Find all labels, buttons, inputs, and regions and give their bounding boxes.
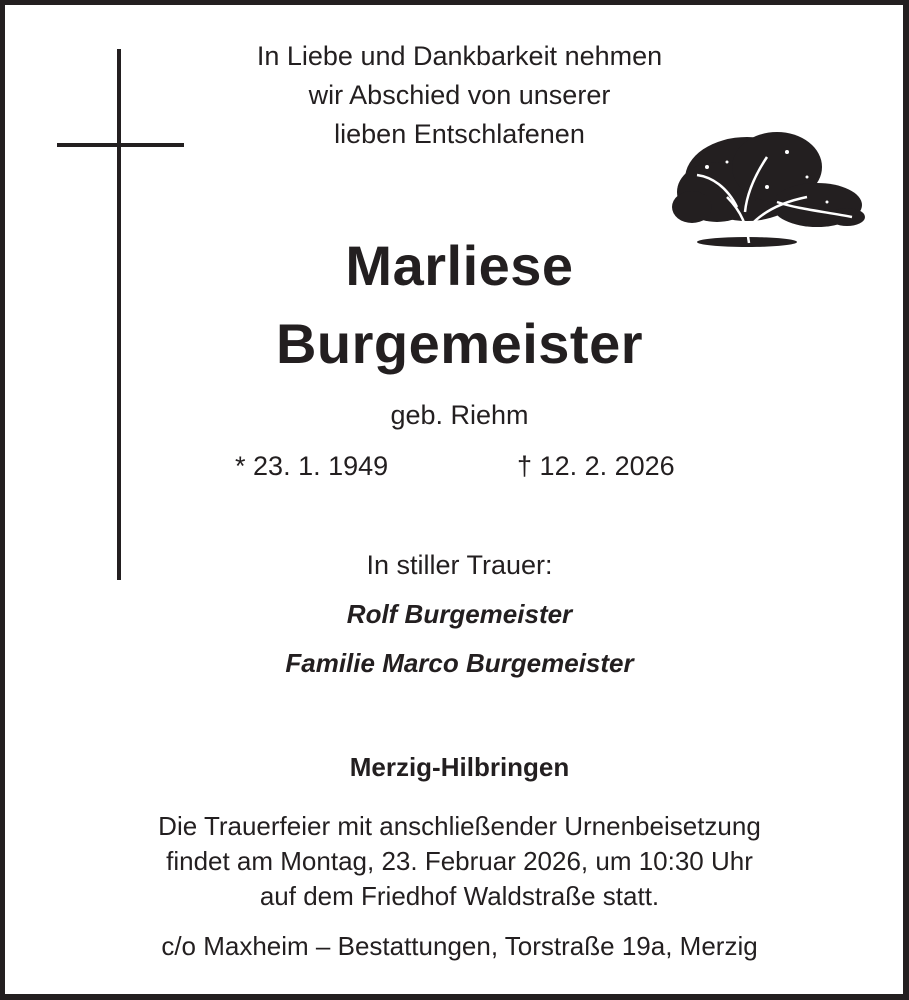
ceremony-line: findet am Montag, 23. Februar 2026, um 10:30 Uhr [166, 846, 753, 876]
death-date: † 12. 2. 2026 [517, 451, 675, 481]
death-dagger-icon: † [517, 451, 533, 481]
maiden-name: geb. Riehm [390, 400, 529, 430]
intro-line: lieben Entschlafenen [334, 119, 585, 149]
deceased-first-name: Marliese [345, 234, 574, 297]
deceased-last-name: Burgemeister [275, 312, 644, 375]
mourner: Familie Marco Burgemeister [285, 648, 634, 678]
ceremony-line: Die Trauerfeier mit anschließender Urnenbeisetzung [158, 811, 761, 841]
place-name: Merzig-Hilbringen [349, 752, 570, 782]
undertaker-info: c/o Maxheim – Bestattungen, Torstraße 19a, Merzig [161, 931, 758, 961]
mourner: Rolf Burgemeister [346, 599, 573, 629]
intro-line: In Liebe und Dankbarkeit nehmen [256, 41, 663, 71]
birth-star-icon: * [235, 451, 246, 481]
intro-line: wir Abschied von unserer [308, 80, 611, 110]
birth-date: * 23. 1. 1949 [235, 451, 389, 481]
mourning-label: In stiller Trauer: [366, 550, 553, 580]
ceremony-line: auf dem Friedhof Waldstraße statt. [259, 881, 660, 911]
